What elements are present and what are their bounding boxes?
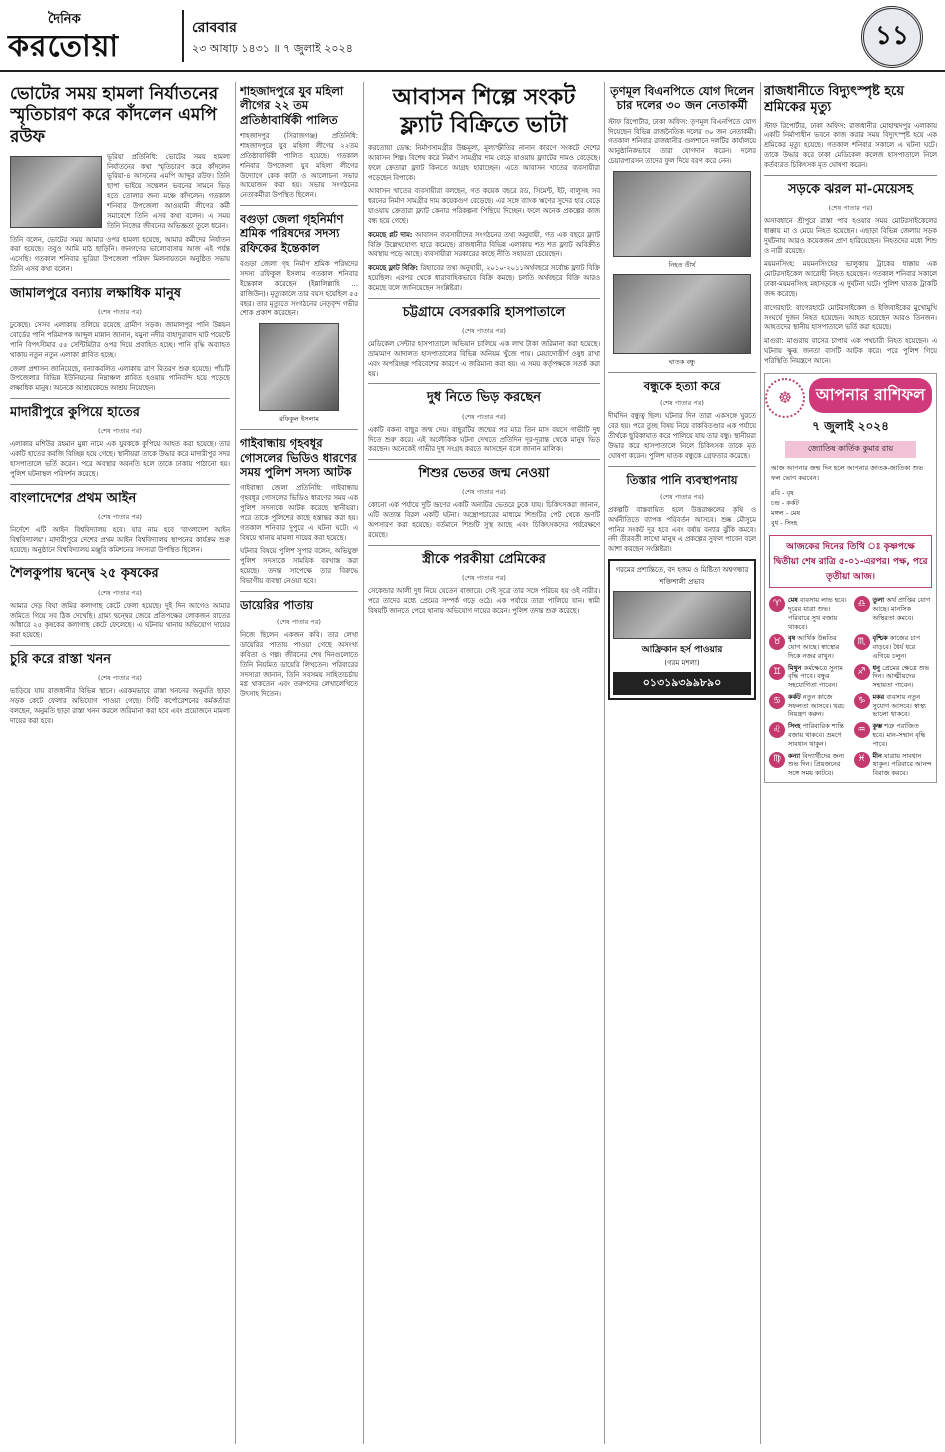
sign-text: পারিবারিক শান্তি বজায় থাকবে। ভ্রমণে সাবধান থাকুন। bbox=[788, 722, 844, 748]
article-jamalpur bbox=[10, 279, 230, 394]
article-body: তিনি বলেন, ভোটের সময় আমার ওপর হামলা হয়েছে, আমার কর্মীদের নির্যাতন করা হয়েছে। তবুও আমি মাঠ ছাড়িনি। জনগণের ভালোবাসায় আজ এই পর্যন্ত এসেছি। গতকাল শনিবার ভূরিয়া উপজেলা পরিষদ মিলনায়তনে অনুষ্ঠিত সভায় তিনি এসব কথা বলেন। bbox=[10, 235, 230, 274]
article-body: ময়মনসিংহ: ময়মনসিংহের ভালুকায় ট্রাকের ধাক্কায় এক মোটরসাইকেল আরোহী নিহত হয়েছেন। গতকাল শনিবার সকালে ঢাকা-ময়মনসিংহ মহাসড়কে এ দুর্ঘটনা ঘটে। পুলিশ ঘাতক ট্রাকটি জব্দ করেছে। bbox=[764, 260, 937, 298]
headline-housing-crisis[interactable]: আবাসন শিল্পে সংকট ফ্ল্যাট বিক্রিতে ভাটা bbox=[392, 84, 576, 138]
article-body: ঘটনার বিষয়ে পুলিশ সুপার বলেন, অভিযুক্ত পুলিশ সদস্যকে সাময়িক বরখাস্ত করা হয়েছে। তদন্ত সাপেক্ষে তার বিরুদ্ধে বিভাগীয় ব্যবস্থা নেওয়া হবে। bbox=[240, 547, 358, 585]
column-3 bbox=[368, 82, 600, 1444]
article-body: আমার দেড় বিঘা জমির কলাগাছ কেটে ফেলা হয়েছে। দুই দিন আগেও আমার জমিতে গিয়ে সব ঠিক দেখেছি। গ্রাম্য দ্বন্দ্বের জেরে প্রতিপক্ষের লোকজন রাতের আঁধারে ২৫ কৃষকের কলাগাছ কেটে ফেলেছে। এ ঘটনায় থানায় অভিযোগ দায়ের করা হয়েছে। bbox=[10, 601, 230, 640]
horoscope-grid bbox=[765, 592, 936, 782]
column-divider bbox=[363, 82, 364, 1444]
continued-label: (শেষ পাতার পর) bbox=[828, 203, 873, 212]
horoscope-item[interactable] bbox=[769, 693, 848, 719]
zodiac-pisces-icon: ♓ bbox=[854, 752, 870, 768]
horoscope-item[interactable] bbox=[769, 596, 848, 631]
article-madaripur bbox=[10, 398, 230, 480]
planet-item: চন্দ্র - কর্কট bbox=[771, 499, 799, 508]
article-body: নিজে ছিলেন একজন কবি। তার লেখা ডায়েরির পাতায় পাওয়া গেছে অসংখ্য কবিতা ও গল্প। জীবনের শেষ দিনগুলোতে তিনি নিয়মিত ডায়েরি লিখতেন। পরিবারের সদস্যরা জানান, তিনি সবসময় সাহিত্যচর্চায় মগ্ন থাকতেন এবং তরুণদের লেখালেখিতে উৎসাহ দিতেন। bbox=[240, 631, 358, 699]
horoscope-author: জ্যোতিষ কার্তিক কুমার রায় bbox=[785, 441, 916, 458]
article-affair bbox=[368, 545, 600, 617]
continued-label: (শেষ পাতার পর) bbox=[277, 618, 321, 627]
column-divider bbox=[604, 82, 605, 1444]
article-body: করতোয়া ডেস্ক: নির্মাণসামগ্রীর উচ্চমূল্য, মূল্যস্ফীতির নানান কারণে সংকটে দেশের আবাসন শিল্প। বিশেষ করে নির্মাণ সামগ্রীর দাম বেড়ে যাওয়ায় ফ্ল্যাটের দামও বেড়েছে। ফলে ক্রেতারা ফ্ল্যাট কিনতে আগ্রহ হারাচ্ছেন। এতে আবাসন খাতের ব্যবসায়ীরা পড়েছেন বিপাকে। bbox=[368, 144, 600, 182]
article-body: সেকেন্ডার আলী দুধ নিয়ে যেতেন বাজারে। সেই সূত্রে তার সঙ্গে পরিচয় হয় ওই নারীর। পরে তাদের মধ্যে প্রেমের সম্পর্ক গড়ে ওঠে। এক পর্যায়ে তারা পালিয়ে যান। স্বামী বিষয়টি জানতে পেরে থানায় অভিযোগ দায়ের করেন। পুলিশ তদন্ত শুরু করেছে। bbox=[368, 587, 600, 615]
accused-photo bbox=[613, 274, 751, 354]
zodiac-virgo-icon: ♍ bbox=[769, 752, 785, 768]
horoscope-item[interactable] bbox=[854, 722, 933, 748]
article-text: আবাসন ব্যবসায়ীদের সংগঠনের তথ্য অনুযায়ী, গত এক বছরে ফ্ল্যাট বিক্রি উল্লেখযোগ্য হারে কমেছে। রাজধানীর বিভিন্ন এলাকায় শত শত ফ্ল্যাট অবিক্রীত অবস্থায় পড়ে আছে। ব্যবসায়ীরা সরকারের কাছে নীতি সহায়তা চেয়েছেন। bbox=[368, 230, 600, 259]
article-teesta bbox=[608, 466, 756, 556]
continued-label: (শেষ পাতার পর) bbox=[98, 512, 142, 521]
article-child-birth bbox=[368, 459, 600, 541]
headline-child-inside[interactable]: শিশুর ভেতর জন্ম নেওয়া bbox=[418, 466, 550, 482]
continued-label: (শেষ পাতার পর) bbox=[660, 492, 704, 501]
headline-law-university[interactable]: বাংলাদেশের প্রথম আইন bbox=[10, 490, 137, 506]
sign-name: কুম্ভ bbox=[872, 722, 883, 731]
article-law-university bbox=[10, 484, 230, 556]
zodiac-cancer-icon: ♋ bbox=[769, 693, 785, 709]
logo-main-text: করতোয়া bbox=[8, 29, 120, 64]
tithi-heading: আজকের দিনের তিথি ঃ কৃষ্ণপক্ষে দ্বিতীয়া শেষ রাত্রি ৫-০১-এরপর। পক্ষ, পরে তৃতীয়া আজ। bbox=[769, 535, 932, 588]
horoscope-item[interactable] bbox=[854, 664, 933, 690]
article-chattogram-hospital bbox=[368, 298, 600, 380]
column-divider bbox=[235, 82, 236, 1444]
headline-electrocution[interactable]: রাজধানীতে বিদ্যুৎস্পৃষ্ট হয়ে শ্রমিকের মৃত্যু bbox=[764, 84, 905, 116]
headline-road-digging[interactable]: চুরি করে রাস্তা খনন bbox=[10, 652, 112, 668]
sign-name: কর্কট bbox=[788, 692, 801, 701]
article-body: মাগুরা: মাগুরায় বাসের চাপায় এক পথচারী নিহত হয়েছেন। এ ঘটনায় ক্ষুব্ধ জনতা বাসটি আটক করে। পরে পুলিশ গিয়ে পরিস্থিতি নিয়ন্ত্রণে আনে। bbox=[764, 337, 937, 365]
headline-jubo-mohila-league[interactable]: শাহজাদপুরে যুব মহিলা লীগের ২২ তম প্রতিষ্ঠাবার্ষিকী পালিত bbox=[240, 84, 344, 127]
planet-item: রবি - বৃষ bbox=[771, 489, 794, 498]
sign-name: মকর bbox=[872, 692, 885, 701]
sign-name: কন্যা bbox=[788, 751, 801, 760]
article-body: একটি বকনা বাছুর জন্ম দেয়। বাছুরটির জন্মের পর মাত্র তিন মাস বয়সে গাভীটি দুধ দিতে শুরু করে। এই অলৌকিক ঘটনা দেখতে প্রতিদিন দূর-দূরান্ত থেকে মানুষ ভিড় করছেন। অনেকেই গাভীর দুধ সংগ্রহ করতে আসছেন বলে জানান মালিক। bbox=[368, 425, 600, 454]
continued-label: (শেষ পাতার পর) bbox=[98, 588, 142, 597]
ad-tagline: গরমের প্রশান্তিতে, বদ হজম ও মিষ্টিতা অশ্বগন্ধার শক্তিশালী প্রভাব bbox=[615, 566, 749, 587]
continued-label: (শেষ পাতার পর) bbox=[98, 674, 142, 683]
article-body: ভূরিয়া প্রতিনিধি: ভোটের সময় হামলা নির্যাতনের কথা স্মৃতিচারণ করে কাঁদলেন ভূরিয়া-৪ আসনের এমপি আব্দুর রউফ। তিনি ছাপা ভাইয়ে সম্মেলন ভবনের সামনে ভিড় হতে তোলার জন্য মঞ্চে কাঁদলেন। গতকাল শনিবার উপজেলা আওয়ামী লীগের কর্মী সমাবেশে তিনি এসব কথা বলেন। এ সময় তিনি নিজের জীবনের অভিজ্ঞতা তুলে ধরেন। bbox=[107, 152, 230, 230]
article-body: গাইবান্ধা জেলা প্রতিনিধি: গাইবান্ধায় গৃহবধূর গোসলের ভিডিও ধারণের সময় এক পুলিশ সদস্যকে আটক করেছে স্থানীয়রা। পরে তাকে পুলিশের কাছে হস্তান্তর করা হয়। গতকাল শনিবার দুপুরে এ ঘটনা ঘটে। এ বিষয়ে থানায় মামলা দায়ের করা হয়েছে। bbox=[240, 484, 358, 542]
article-body: স্টাফ রিপোর্টার, ঢাকা অফিস: তৃণমূল বিএনপিতে যোগ দিয়েছেন বিভিন্ন রাজনৈতিক দলের ৩০ জন নেতাকর্মী। গতকাল শনিবার রাজধানীর গুলশানে দলটির কার্যালয়ে আনুষ্ঠানিকভাবে তারা যোগদান করেন। দলের চেয়ারপারসন তাদের ফুল দিয়ে বরণ করে নেন। bbox=[608, 117, 756, 166]
subhead: কমেছে ফ্লাট বিক্রি: bbox=[368, 264, 419, 273]
article-body: মেডিকেল সেন্টার হাসপাতালে অভিযান চালিয়ে এক লাখ টাকা জরিমানা করা হয়েছে। ভ্রাম্যমাণ আদালত হাসপাতালের বিভিন্ন অনিয়ম খুঁজে পায়। মেয়াদোত্তীর্ণ ওষুধ রাখা এবং অপরিচ্ছন্ন পরিবেশের কারণে এ জরিমানা করা হয়। এ সময় কর্তৃপক্ষকে সতর্ক করা হয়। bbox=[368, 340, 600, 378]
photo-caption: ঘাতক বন্ধু bbox=[668, 357, 696, 366]
horoscope-item[interactable] bbox=[854, 752, 933, 778]
article-road-accident bbox=[764, 175, 937, 367]
article-body: অসাবধানে শ্রীপুরে রাস্তা পার হওয়ার সময় মোটরসাইকেলের ধাক্কায় মা ও মেয়ে নিহত হয়েছেন। এছাড়া বিভিন্ন জেলায় সড়ক দুর্ঘটনায় আরও কয়েকজন প্রাণ হারিয়েছেন। নিহতদের মধ্যে শিশু ও নারী রয়েছে। bbox=[764, 216, 937, 255]
article-body: দীর্ঘদিন বন্ধুত্ব ছিল। ঘটনার দিন তারা একসঙ্গে ঘুরতে বের হয়। পরে তুচ্ছ বিষয় নিয়ে বাকবিতণ্ডার এক পর্যায়ে তীর্থকে ছুরিকাঘাত করে পালিয়ে যায় তার বন্ধু। স্থানীয়রা উদ্ধার করে হাসপাতালে নিলে চিকিৎসক তাকে মৃত ঘোষণা করেন। পুলিশ ঘাতক বন্ধুকে গ্রেফতার করেছে। bbox=[608, 412, 756, 460]
article-body: নির্দেশে এটি আইন বিশ্ববিদ্যালয় হবে। যার নাম হবে 'বাংলাদেশ আইন বিশ্ববিদ্যালয়'। মাদারীপুরে দেশের প্রথম আইন বিশ্ববিদ্যালয় স্থাপনের কার্যক্রম শুরু হয়েছে। অনুষ্ঠানে বিশ্ববিদ্যালয় মঞ্জুরি কমিশনের সদস্যরা উপস্থিত ছিলেন। bbox=[10, 525, 230, 554]
page-number-badge: ১১ bbox=[861, 6, 923, 68]
headline-chattogram-hospital[interactable]: চট্টগ্রামে বেসরকারি হাসপাতালে bbox=[402, 304, 566, 320]
column-5 bbox=[764, 82, 937, 1444]
sign-text: ব্যবসায় নতুন সুযোগ আসবে। স্বাস্থ্য ভালো থাকবে। bbox=[872, 692, 926, 719]
article-text: রিহ্যাবের তথ্য অনুযায়ী, ২০১০-২০১১অর্থবছরে সর্বোচ্চ ফ্ল্যাট বিক্রি হয়েছিল। এরপর থেকে ধারাবাহিকভাবে বিক্রি কমছে। চলতি অর্থবছরে বিক্রি আরও কমেছে বলে জানিয়েছেন সংশ্লিষ্টরা। bbox=[368, 264, 600, 292]
sign-name: মীন bbox=[872, 751, 882, 760]
article-body: বগুড়া জেলা গৃহ নির্মাণ শ্রমিক পরিষদের সদস্য রফিকুল ইসলাম গতকাল শনিবার ইন্তেকাল করেছেন (ইন্নালিল্লাহি ... রাজিউন)। মৃত্যুকালে তার বয়স হয়েছিল ৫৫ বছর। তার মৃত্যুতে সংগঠনের নেতৃবৃন্দ গভীর শোক প্রকাশ করেছেন। bbox=[240, 260, 358, 318]
horoscope-item[interactable] bbox=[854, 596, 933, 631]
headline-shailkupa[interactable]: শৈলকুপায় দ্বন্দ্বে ২৫ কৃষকের bbox=[10, 566, 159, 582]
horoscope-date: ৭ জুলাই ২০২৪ bbox=[812, 418, 889, 433]
zodiac-sagittarius-icon: ♐ bbox=[854, 664, 870, 680]
ad-product-sub: (গরম মশলা) bbox=[664, 659, 700, 668]
sign-text: ব্যবসায় লাভ হবে। দূরের যাত্রা শুভ। পরিবারে সুখ বজায় থাকবে। bbox=[788, 596, 847, 631]
horoscope-item[interactable] bbox=[769, 664, 848, 690]
article-milk bbox=[368, 383, 600, 455]
planet-list bbox=[765, 486, 936, 531]
article-body: এলাকার মশিউর রহমান মুন্না নামে এক যুবককে কুপিয়ে আহত করা হয়েছে। তার একটি হাতের কবজি বিচ্ছিন্ন হয়ে গেছে। স্থানীয়রা তাকে উদ্ধার করে মাদারীপুর সদর হাসপাতালে ভর্তি করেন। পরে অবস্থার অবনতি হলে তাকে ঢাকায় পাঠানো হয়। পুলিশ ঘটনাস্থল পরিদর্শন করেছে। bbox=[10, 440, 230, 478]
sign-text: প্রেমের ক্ষেত্রে শুভ দিন। আত্মীয়দের সহায়তা পাবেন। bbox=[872, 663, 930, 690]
sign-text: অর্থ প্রাপ্তির যোগ আছে। মানসিক অস্থিরতা কমবে। bbox=[872, 596, 931, 622]
zodiac-aries-icon: ♈ bbox=[769, 596, 785, 612]
article-shailkupa bbox=[10, 559, 230, 641]
sign-text: কাজের চাপ বাড়বে। ধৈর্য ধরে এগিয়ে চলুন। bbox=[872, 634, 921, 660]
article-body: ঢুকেছে। সেসব এলাকায় তলিয়ে রয়েছে গ্রামীণ সড়ক। জামালপুর পানি উন্নয়ন বোর্ডের পানি পরিমাপক আব্দুল মান্নান জানান, যমুনা নদীর বাহাদুরাবাদ ঘাট পয়েন্টে পানি বিপৎসীমার ৫৫ সেন্টিমিটার ওপর দিয়ে প্রবাহিত হচ্ছে। পানি বৃদ্ধি অব্যাহত থাকায় নতুন নতুন এলাকা প্লাবিত হচ্ছে। bbox=[10, 321, 230, 359]
zodiac-gemini-icon: ♊ bbox=[769, 664, 785, 680]
article-rafiq bbox=[240, 205, 358, 425]
zodiac-taurus-icon: ♉ bbox=[769, 634, 785, 650]
continued-label: (শেষ পাতার পর) bbox=[98, 308, 142, 317]
continued-label: (শেষ পাতার পর) bbox=[462, 574, 506, 583]
headline-jamalpur-flood[interactable]: জামালপুরে বন্যায় লক্ষাধিক মানুষ bbox=[10, 285, 182, 301]
article-body: ভাড়িয়ে যায় রাজধানীর বিভিন্ন স্থানে। এরকমভাবে রাস্তা খননের অনুমতি ছাড়া সড়ক কেটে ফেলার অভিযোগ পাওয়া গেছে। সিটি কর্পোরেশনের কর্মকর্তারা বলছেন, অনুমতি ছাড়া রাস্তা খনন করলে জরিমানা করা হবে এবং প্রয়োজনে মামলা দায়ের করা হবে। bbox=[10, 687, 230, 725]
zodiac-libra-icon: ♎ bbox=[854, 596, 870, 612]
article-body: শাহজাদপুর (সিরাজগঞ্জ) প্রতিনিধি: শাহজাদপুরে যুব মহিলা লীগের ২২তম প্রতিষ্ঠাবার্ষিকী পালিত হয়েছে। গতকাল শনিবার উপজেলা যুব মহিলা লীগের উদ্যোগে কেক কাটা ও আলোচনা সভার আয়োজন করা হয়। সভায় সংগঠনের নেতাকর্মীরা উপস্থিত ছিলেন। bbox=[240, 132, 358, 200]
horoscope-title[interactable]: আপনার রাশিফল bbox=[809, 378, 932, 413]
ad-product-name: আফ্রিকান হর্স পাওয়ার bbox=[641, 645, 723, 656]
planet-item: মঙ্গল - মেষ bbox=[771, 508, 801, 517]
article-body: কোনো এক পর্যায়ে দুটি ভ্রূণের একটি অন্যটির ভেতরে ঢুকে যায়। চিকিৎসকরা জানান, এটি অত্যন্ত বিরল একটি ঘটনা। অস্ত্রোপচারের মাধ্যমে শিশুটির পেট থেকে ভ্রূণটি অপসারণ করা হয়েছে। বর্তমানে শিশুটি সুস্থ আছে এবং চিকিৎসকদের পর্যবেক্ষণে রয়েছে। bbox=[368, 501, 600, 539]
article-diary bbox=[240, 591, 358, 700]
masthead-divider bbox=[182, 10, 184, 62]
logo-small-text: দৈনিক bbox=[48, 12, 81, 27]
article-body: আবাসন খাতের ব্যবসায়ীরা বলছেন, গত কয়েক বছরে রড, সিমেন্ট, ইট, বালুসহ সব ধরনের নির্মাণ সামগ্রীর দাম কয়েকগুণ বেড়েছে। এর সঙ্গে ব্যাংক ঋণের সুদের হার বেড়ে যাওয়ায় ক্রেতারা ফ্ল্যাট কেনার পরিকল্পনা পিছিয়ে দিচ্ছেন। ফলে অনেক প্রকল্পের কাজ বন্ধ হয়ে গেছে। bbox=[368, 187, 600, 225]
horoscope-item[interactable] bbox=[769, 634, 848, 660]
horoscope-item[interactable] bbox=[769, 722, 848, 748]
horoscope-item[interactable] bbox=[854, 693, 933, 719]
sign-text: বিদ্যার্থীদের জন্য শুভ দিন। প্রিয়জনের সঙ্গে সময় কাটবে। bbox=[788, 751, 845, 778]
headline-diary-page[interactable]: ডায়েরির পাতায় bbox=[240, 597, 314, 612]
continued-label: (শেষ পাতার পর) bbox=[462, 327, 506, 336]
article-friend-murder bbox=[608, 372, 756, 462]
horoscope-intro: আজ আপনার জন্ম দিন হলে আপনার জাতক-জাতিকা শুভ ফল ভোগ করবেন। bbox=[771, 463, 924, 482]
sign-name: মেষ bbox=[788, 596, 798, 605]
column-2 bbox=[240, 82, 358, 1444]
photo-caption: নিহত তীর্থ bbox=[668, 260, 696, 269]
zodiac-capricorn-icon: ♑ bbox=[854, 693, 870, 709]
continued-label: (শেষ পাতার পর) bbox=[660, 399, 704, 408]
ad-phone[interactable]: ০১৩১৯৩৯৯৮৯০ bbox=[613, 672, 751, 695]
article-body: স্টাফ রিপোর্টার, ঢাকা অফিস: রাজধানীর মোহাম্মদপুর এলাকায় একটি নির্মাণাধীন ভবনে কাজ করার সময় বিদ্যুৎস্পৃষ্ট হয়ে এক শ্রমিকের মৃত্যু হয়েছে। গতকাল শনিবার সকালে এ ঘটনা ঘটে। তাকে উদ্ধার করে ঢাকা মেডিকেল কলেজ হাসপাতালে নিলে কর্তব্যরত চিকিৎসক মৃত ঘোষণা করেন। bbox=[764, 121, 937, 169]
continued-label: (শেষ পাতার পর) bbox=[462, 488, 506, 497]
article-body bbox=[368, 231, 600, 261]
victim-photo bbox=[613, 171, 751, 257]
subhead: কমেছে প্লট দাম: bbox=[368, 230, 413, 239]
headline-mp-rouf[interactable]: ভোটের সময় হামলা নির্যাতনের স্মৃতিচারণ করে কাঁদলেন এমপি রউফ bbox=[10, 84, 219, 147]
rafiq-photo bbox=[259, 323, 339, 411]
article-body: জেলা প্রশাসন জানিয়েছে, বন্যাকবলিত এলাকায় ত্রাণ বিতরণ শুরু হয়েছে। পাঁচটি উপজেলার বিভিন্ন ইউনিয়নের নিম্নাঞ্চল প্লাবিত হওয়ায় পানিবন্দি হয়ে পড়েছে লক্ষাধিক মানুষ। অনেকে আশ্রয়কেন্দ্রে আশ্রয় নিয়েছেন। bbox=[10, 364, 230, 393]
horoscope-item[interactable] bbox=[769, 752, 848, 778]
continued-label: (শেষ পাতার পর) bbox=[462, 412, 506, 421]
headline-milk-crowd[interactable]: দুধ নিতে ভিড় করছেন bbox=[427, 390, 541, 406]
column-divider bbox=[760, 82, 761, 1444]
headline-rafiq-obituary[interactable]: বগুড়া জেলা গৃহনির্মাণ শ্রমিক পরিষদের সদস্য রফিকের ইন্তেকাল bbox=[240, 212, 344, 255]
sign-name: বৃশ্চিক bbox=[872, 634, 888, 643]
headline-teesta[interactable]: তিস্তার পানি ব্যবস্থাপনায় bbox=[626, 472, 738, 487]
headline-wife-lover[interactable]: স্ত্রীকে পরকীয়া প্রেমিকের bbox=[422, 551, 546, 567]
zodiac-wheel-icon: ☸ bbox=[765, 378, 805, 418]
article-gaibandha bbox=[240, 429, 358, 587]
zodiac-aquarius-icon: ♒ bbox=[854, 722, 870, 738]
sign-text: যাত্রায় সাবধান থাকুন। পরিবারে আনন্দ বিরাজ করবে। bbox=[872, 751, 932, 778]
sign-text: আর্থিক উন্নতির যোগ আছে। স্বাস্থ্যের দিকে নজর রাখুন। bbox=[788, 634, 840, 660]
ad-horse-image bbox=[613, 591, 751, 639]
photo-caption: রফিকুল ইসলাম bbox=[279, 415, 319, 424]
column-4 bbox=[608, 82, 756, 1444]
horoscope-item[interactable] bbox=[854, 634, 933, 660]
sign-name: ধনু bbox=[872, 663, 881, 672]
article-body: প্রকল্পটি বাস্তবায়িত হলে উত্তরাঞ্চলের কৃষি ও অর্থনীতিতে ব্যাপক পরিবর্তন আসবে। শুষ্ক মৌসুমে পানির সংকট দূর হবে এবং বর্ষায় বন্যার ঝুঁকি কমবে। নদী তীরবর্তী লাখো মানুষ এ প্রকল্পের সুফল পাবেন বলে আশা করছেন সংশ্লিষ্টরা। bbox=[608, 505, 756, 554]
sign-text: শত্রু পরাজিত হবে। মান-সম্মান বৃদ্ধি পাবে। bbox=[872, 722, 926, 748]
headline-trinamool-bnp[interactable]: তৃণমূল বিএনপিতে যোগ দিলেন চার দলের ৩০ জন নেতাকর্মী bbox=[610, 84, 754, 113]
horoscope-box bbox=[764, 373, 937, 783]
zodiac-leo-icon: ♌ bbox=[769, 722, 785, 738]
advertisement[interactable] bbox=[608, 559, 756, 700]
article-body bbox=[368, 264, 600, 294]
headline-road-accident[interactable]: সড়কে ঝরল মা-মেয়েসহ bbox=[787, 181, 914, 197]
sign-name: বৃষ bbox=[788, 634, 796, 643]
sign-name: তুলা bbox=[872, 596, 885, 605]
planet-item: বুধ - সিংহ bbox=[771, 518, 798, 527]
newspaper-logo[interactable] bbox=[8, 8, 178, 66]
sign-name: মিথুন bbox=[788, 663, 802, 672]
headline-friend-murder[interactable]: বন্ধুকে হত্যা করে bbox=[643, 378, 721, 393]
article-body: বাগেরহাট: বাগেরহাটে মোটরসাইকেল ও ইজিবাইকের মুখোমুখি সংঘর্ষে দুজন নিহত হয়েছেন। আহত হয়েছেন আরও তিনজন। আহতদের স্থানীয় হাসপাতালে ভর্তি করা হয়েছে। bbox=[764, 303, 937, 332]
sign-text: নতুন কাজে সফলতা আসবে। খরচ নিয়ন্ত্রণ করুন। bbox=[788, 692, 845, 719]
masthead bbox=[0, 0, 945, 72]
issue-date: ২৩ আষাঢ় ১৪৩১ ॥ ৭ জুলাই ২০২৪ bbox=[192, 42, 353, 55]
sign-name: সিংহ bbox=[788, 722, 801, 731]
column-1 bbox=[10, 82, 230, 1444]
zodiac-scorpio-icon: ♏ bbox=[854, 634, 870, 650]
sign-text: কর্মক্ষেত্রে সুনাম বৃদ্ধি পাবে। বন্ধুর সহযোগিতা পাবেন। bbox=[788, 663, 843, 690]
headline-gaibandha-police[interactable]: গাইবান্ধায় গৃহবধূর গোসলের ভিডিও ধারণের সময় পুলিশ সদস্য আটক bbox=[240, 436, 357, 479]
article-road-digging bbox=[10, 645, 230, 727]
headline-madaripur[interactable]: মাদারীপুরে কুপিয়ে হাতের bbox=[10, 405, 140, 421]
mp-photo bbox=[10, 156, 102, 228]
issue-day: রোববার bbox=[192, 20, 237, 36]
continued-label: (শেষ পাতার পর) bbox=[98, 427, 142, 436]
